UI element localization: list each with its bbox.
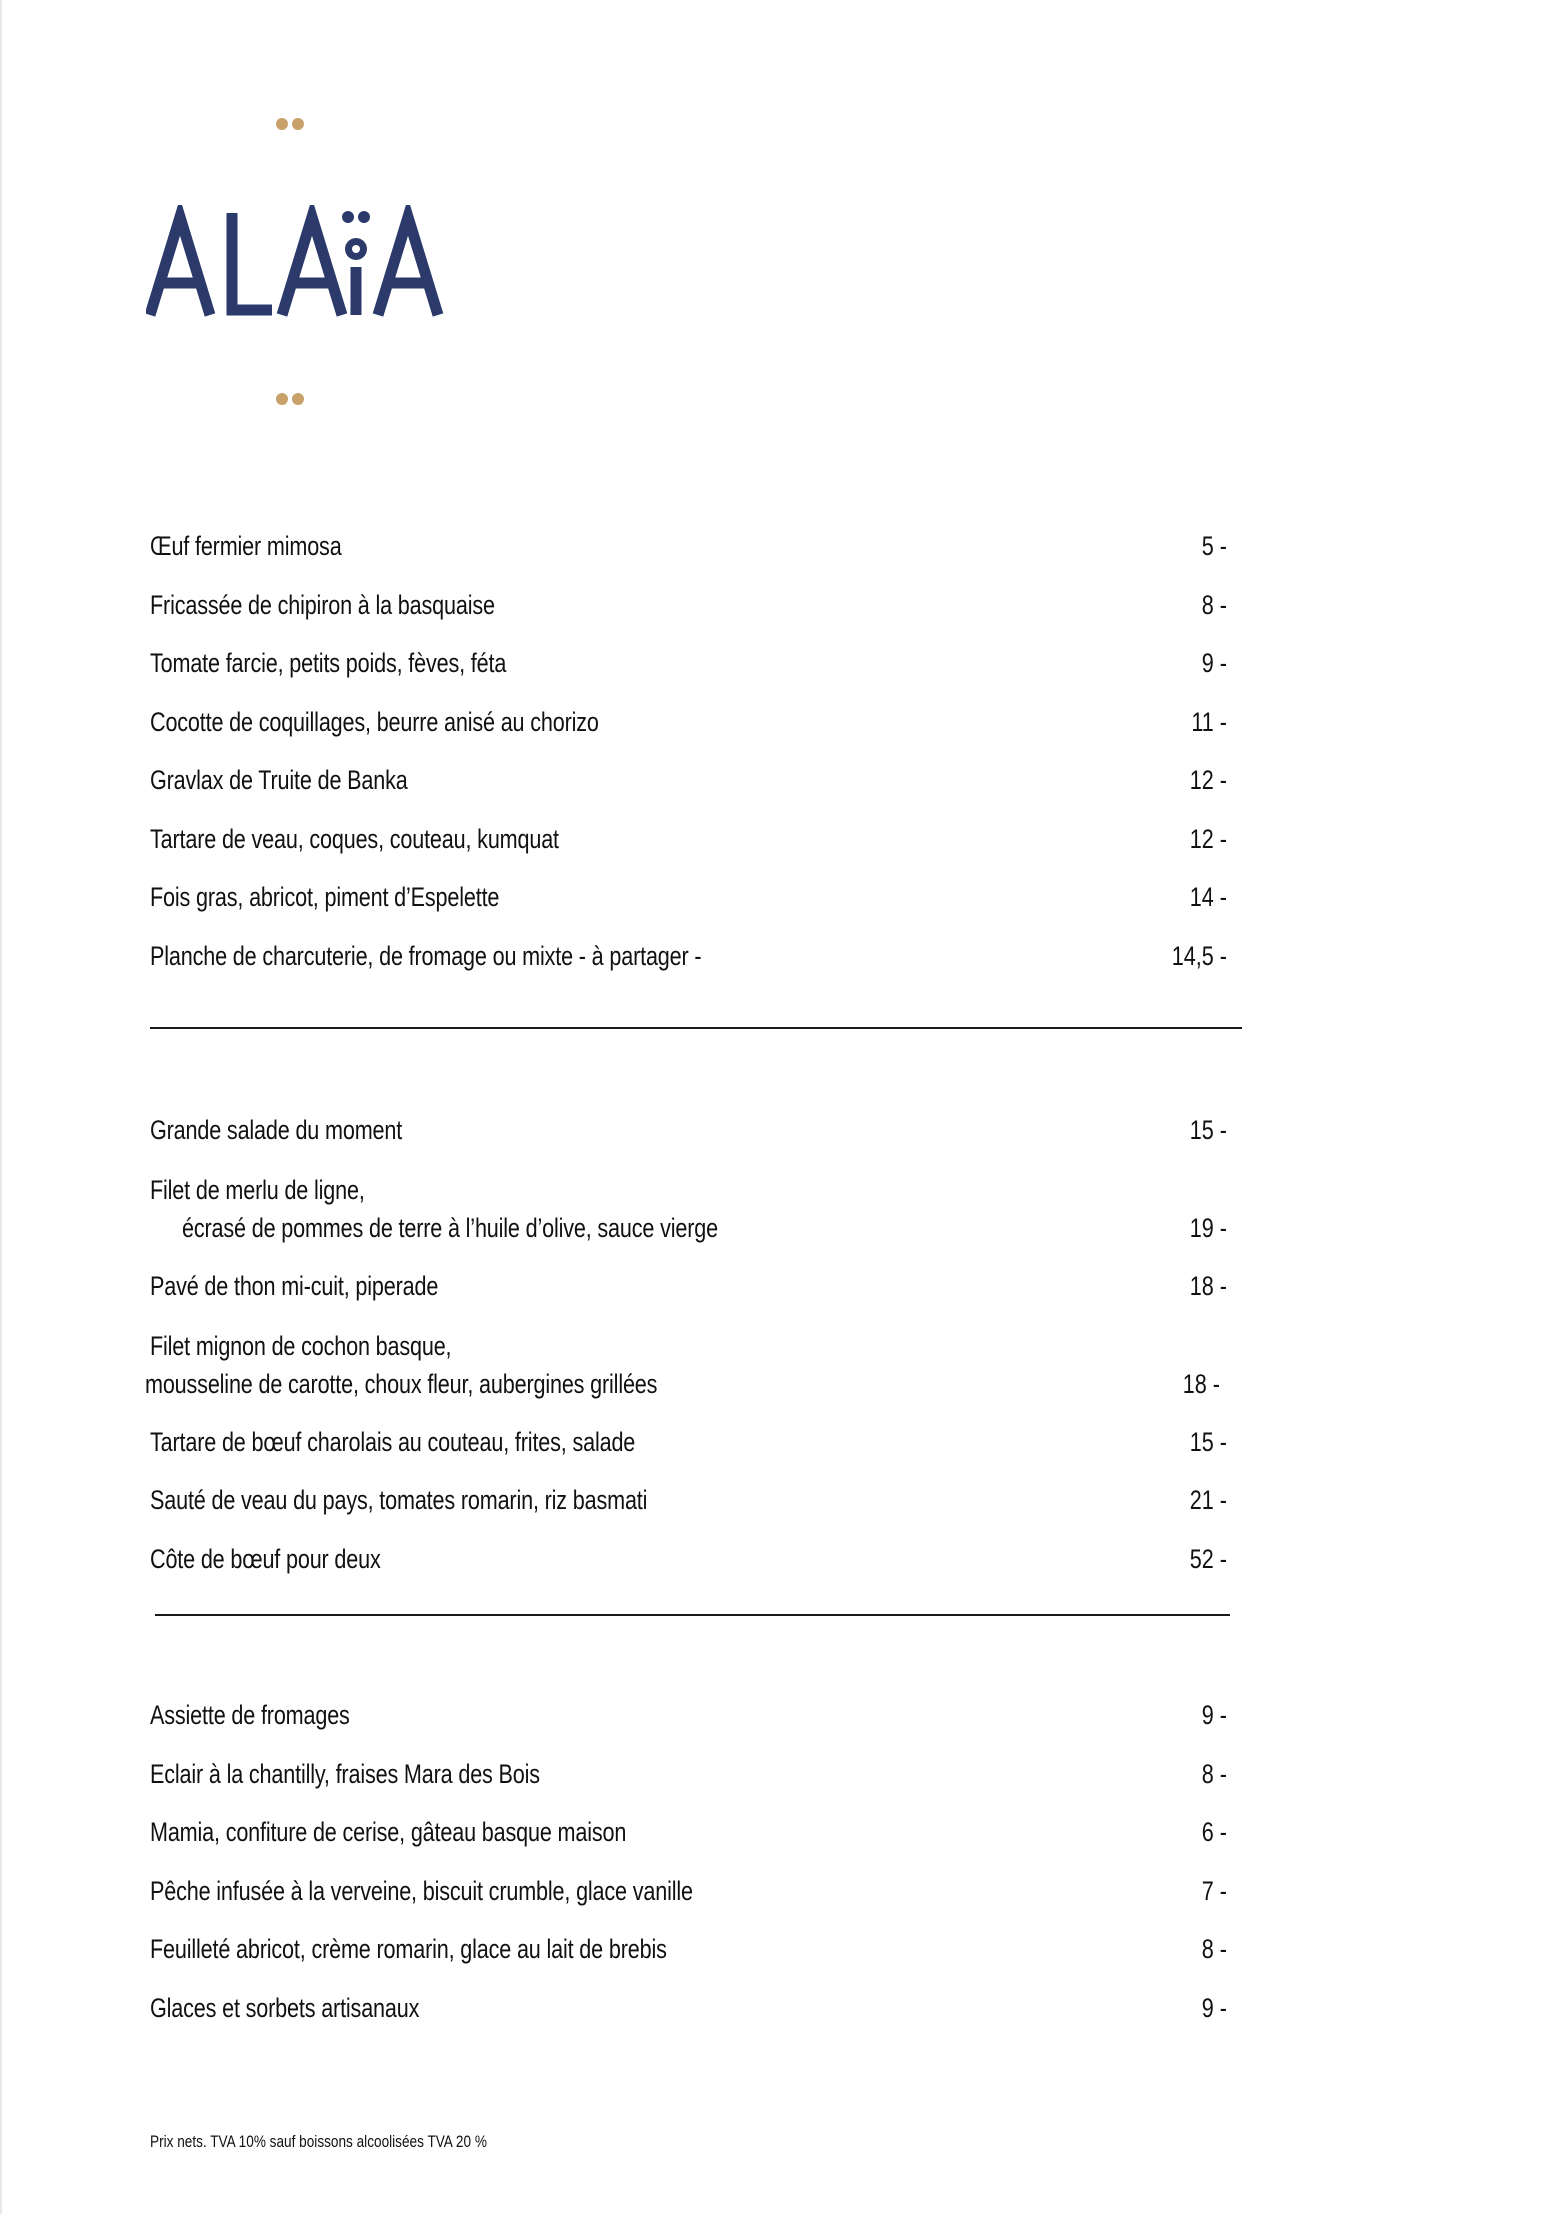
logo-dot — [276, 118, 288, 130]
menu-item-price: 15 - — [1189, 1115, 1227, 1145]
logo-dot — [292, 393, 304, 405]
menu-item-name: Fois gras, abricot, piment d’Espelette — [150, 882, 500, 912]
menu-item-name: Tomate farcie, petits poids, fèves, féta — [150, 648, 507, 678]
logo-letter-a — [378, 217, 438, 315]
menu-item-name: Gravlax de Truite de Banka — [150, 765, 408, 795]
menu-item-price: 19 - — [1189, 1213, 1227, 1243]
menu-item — [150, 1990, 1018, 2026]
logo-i-ring-center — [352, 245, 360, 253]
menu-item-price: 9 - — [1201, 648, 1227, 678]
menu-item-price: 14 - — [1189, 882, 1227, 912]
menu-item — [150, 1541, 1018, 1577]
menu-item-name: Eclair à la chantilly, fraises Mara des Bois — [150, 1759, 540, 1789]
menu-item-name: Grande salade du moment — [150, 1115, 403, 1145]
menu-item-name: Sauté de veau du pays, tomates romarin, riz basmati — [150, 1485, 648, 1515]
menu-item-description: mousseline de carotte, choux fleur, aubergines grillées — [145, 1369, 658, 1399]
menu-item-price: 8 - — [1201, 590, 1227, 620]
menu-item-name: Fricassée de chipiron à la basquaise — [150, 590, 495, 620]
menu-item-price: 12 - — [1189, 765, 1227, 795]
logo-letter-a — [150, 217, 210, 315]
menu-item-name: Pavé de thon mi-cuit, piperade — [150, 1271, 439, 1301]
menu-item-name: Assiette de fromages — [150, 1700, 350, 1730]
logo-dots-top — [276, 118, 308, 132]
section-divider — [150, 1027, 1242, 1029]
menu-item-name: Filet de merlu de ligne, — [150, 1175, 365, 1205]
menu-item — [150, 1931, 1018, 1967]
menu-item-price: 21 - — [1189, 1485, 1227, 1515]
menu-item — [150, 1268, 1018, 1304]
menu-item — [150, 1697, 1018, 1733]
menu-item-price: 9 - — [1201, 1993, 1227, 2023]
menu-item-price: 18 - — [1189, 1271, 1227, 1301]
menu-item-price: 8 - — [1201, 1759, 1227, 1789]
logo-diaeresis-dot — [358, 211, 370, 223]
menu-item — [150, 879, 1018, 915]
menu-item-price: 52 - — [1189, 1544, 1227, 1574]
menu-item-name: Planche de charcuterie, de fromage ou mixte - à partager - — [150, 941, 702, 971]
menu-item-price: 8 - — [1201, 1934, 1227, 1964]
menu-item — [150, 587, 1018, 623]
menu-item — [150, 1814, 1018, 1850]
menu-item-price: 5 - — [1201, 531, 1227, 561]
menu-item — [150, 645, 1018, 681]
brand-logo — [146, 205, 446, 320]
menu-item — [150, 1424, 1018, 1460]
menu-item-price: 7 - — [1201, 1876, 1227, 1906]
menu-item-name: Tartare de veau, coques, couteau, kumquat — [150, 824, 559, 854]
menu-item — [150, 938, 1018, 974]
menu-item — [150, 821, 1018, 857]
tax-note: Prix nets. TVA 10% sauf boissons alcoolisées TVA 20 % — [150, 2132, 487, 2151]
menu-item — [150, 528, 1018, 564]
menu-item-price: 14,5 - — [1171, 941, 1227, 971]
menu-item-price: 6 - — [1201, 1817, 1227, 1847]
logo-letter-l — [232, 213, 272, 310]
logo-dots-bottom — [276, 393, 308, 407]
menu-item-name: Filet mignon de cochon basque, — [150, 1331, 452, 1361]
logo-dot — [276, 393, 288, 405]
menu-item — [150, 1112, 1018, 1148]
menu-item-price: 18 - — [1182, 1369, 1220, 1399]
menu-item — [150, 1172, 1018, 1208]
logo-dot — [292, 118, 304, 130]
section-divider — [155, 1614, 1230, 1616]
menu-item-price: 9 - — [1201, 1700, 1227, 1730]
menu-item-description: écrasé de pommes de terre à l’huile d’olive, sauce vierge — [182, 1213, 718, 1243]
menu-item — [150, 1873, 1018, 1909]
menu-item-price: 11 - — [1191, 707, 1227, 737]
menu-item-price: 12 - — [1189, 824, 1227, 854]
logo-diaeresis-dot — [342, 211, 354, 223]
menu-item — [150, 1756, 1018, 1792]
menu-item-name: Cocotte de coquillages, beurre anisé au chorizo — [150, 707, 599, 737]
menu-item-price: 15 - — [1189, 1427, 1227, 1457]
logo-letter-a — [282, 217, 342, 315]
menu-item — [150, 1482, 1018, 1518]
menu-item — [150, 704, 1018, 740]
menu-item-name: Œuf fermier mimosa — [150, 531, 342, 561]
menu-item-name: Mamia, confiture de cerise, gâteau basque maison — [150, 1817, 627, 1847]
menu-item — [150, 1328, 1018, 1364]
menu-item-name: Glaces et sorbets artisanaux — [150, 1993, 420, 2023]
menu-item-name: Pêche infusée à la verveine, biscuit crumble, glace vanille — [150, 1876, 693, 1906]
menu-item-name: Tartare de bœuf charolais au couteau, frites, salade — [150, 1427, 636, 1457]
menu-item-name: Côte de bœuf pour deux — [150, 1544, 381, 1574]
page-edge — [0, 0, 2, 2214]
menu-item — [150, 762, 1018, 798]
menu-item-name: Feuilleté abricot, crème romarin, glace au lait de brebis — [150, 1934, 667, 1964]
